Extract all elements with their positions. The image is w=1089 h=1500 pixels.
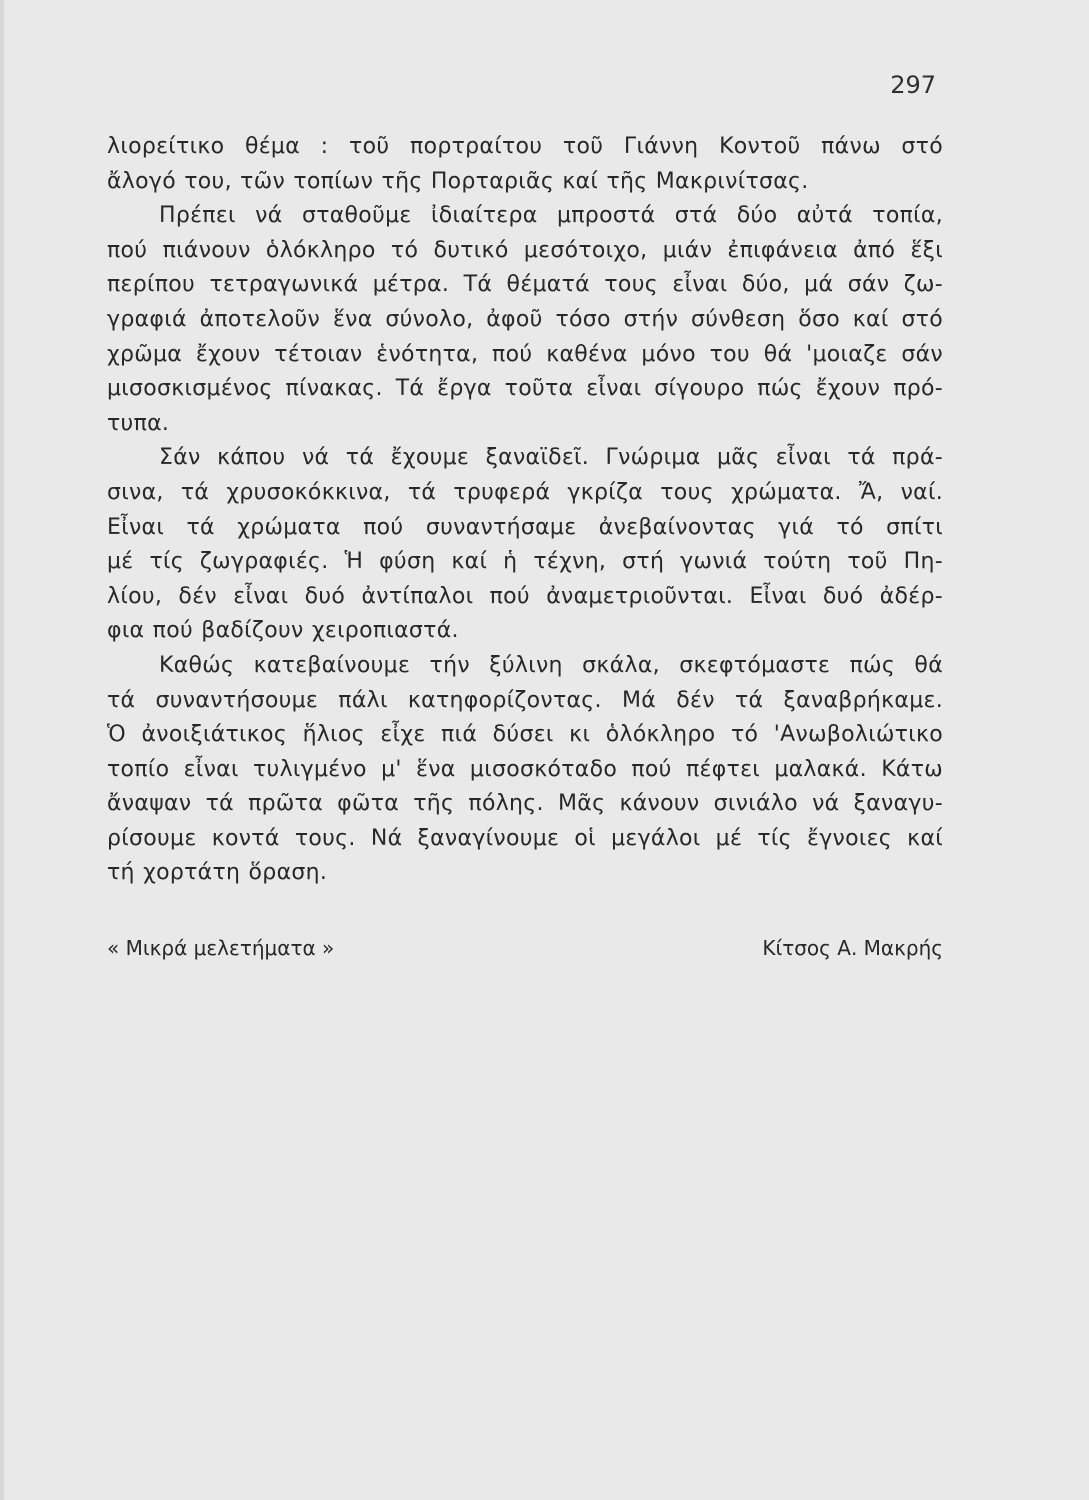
text-line: Καθώς κατεβαίνουμε τήν ξύλινη σκάλα, σκεφτόμαστε πώς θά [159, 652, 943, 678]
text-line: Εἶναι τά χρώματα πού συναντήσαμε ἀνεβαίνοντας γιά τό σπίτι [107, 514, 943, 540]
text-line: τά συναντήσουμε πάλι κατηφορίζοντας. Μά δέν τά ξαναβρήκαμε. [107, 687, 943, 713]
text-line: Ὁ ἀνοιξιάτικος ἥλιος εἶχε πιά δύσει κι ὁλόκληρο τό 'Ανωβολιώτικο [107, 722, 943, 748]
text-line: χρῶμα ἔχουν τέτοιαν ἑνότητα, πού καθένα μόνο του θά 'μοιαζε σάν [107, 341, 943, 367]
source-title: « Μικρά μελετήματα » [107, 936, 335, 960]
text-line: σινα, τά χρυσοκόκκινα, τά τρυφερά γκρίζα τους χρώματα. Ἄ, ναί. [107, 479, 943, 505]
text-line: μέ τίς ζωγραφιές. Ἡ φύση καί ἡ τέχνη, στή γωνιά τούτη τοῦ Πη- [107, 549, 943, 575]
text-line: πού πιάνουν ὁλόκληρο τό δυτικό μεσότοιχο, μιάν ἐπιφάνεια ἀπό ἕξι [107, 237, 943, 263]
signature-block [107, 932, 943, 964]
text-line: ἄλογό του, τῶν τοπίων τῆς Πορταριᾶς καί τῆς Μακρινίτσας. [107, 168, 809, 194]
text-line: λίου, δέν εἶναι δυό ἀντίπαλοι πού ἀναμετριοῦνται. Εἶναι δυό ἀδέρ- [107, 583, 943, 609]
article-body [107, 130, 943, 891]
text-line: μισοσκισμένος πίνακας. Τά ἔργα τοῦτα εἶναι σίγουρο πώς ἔχουν πρό- [107, 376, 943, 402]
text-line: Πρέπει νά σταθοῦμε ἰδιαίτερα μπροστά στά δύο αὐτά τοπία, [159, 203, 943, 229]
text-line: τοπίο εἶναι τυλιγμένο μ' ἕνα μισοσκόταδο πού πέφτει μαλακά. Κάτω [107, 756, 943, 782]
text-line: λιορείτικο θέμα : τοῦ πορτραίτου τοῦ Γιάννη Κοντοῦ πάνω στό [107, 134, 943, 159]
text-line: ἄναψαν τά πρῶτα φῶτα τῆς πόλης. Μᾶς κάνουν σινιάλο νά ξαναγυ- [107, 791, 943, 817]
author-name: Κίτσος Α. Μακρής [762, 936, 943, 960]
text-line: τή χορτάτη ὅραση. [107, 860, 328, 886]
text-line: περίπου τετραγωνικά μέτρα. Τά θέματά τους εἶναι δύο, μά σάν ζω- [107, 272, 943, 298]
page-number: 297 [890, 71, 936, 99]
text-line: τυπα. [107, 410, 170, 436]
scan-edge [0, 0, 4, 1500]
text-line: γραφιά ἀποτελοῦν ἕνα σύνολο, ἀφοῦ τόσο στήν σύνθεση ὅσο καί στό [107, 306, 943, 332]
text-line: Σάν κάπου νά τά ἔχουμε ξαναϊδεῖ. Γνώριμα μᾶς εἶναι τά πρά- [159, 445, 943, 471]
text-line: ρίσουμε κοντά τους. Νά ξαναγίνουμε οἱ μεγάλοι μέ τίς ἔγνοιες καί [107, 825, 943, 851]
text-line: φια πού βαδίζουν χειροπιαστά. [107, 618, 459, 644]
